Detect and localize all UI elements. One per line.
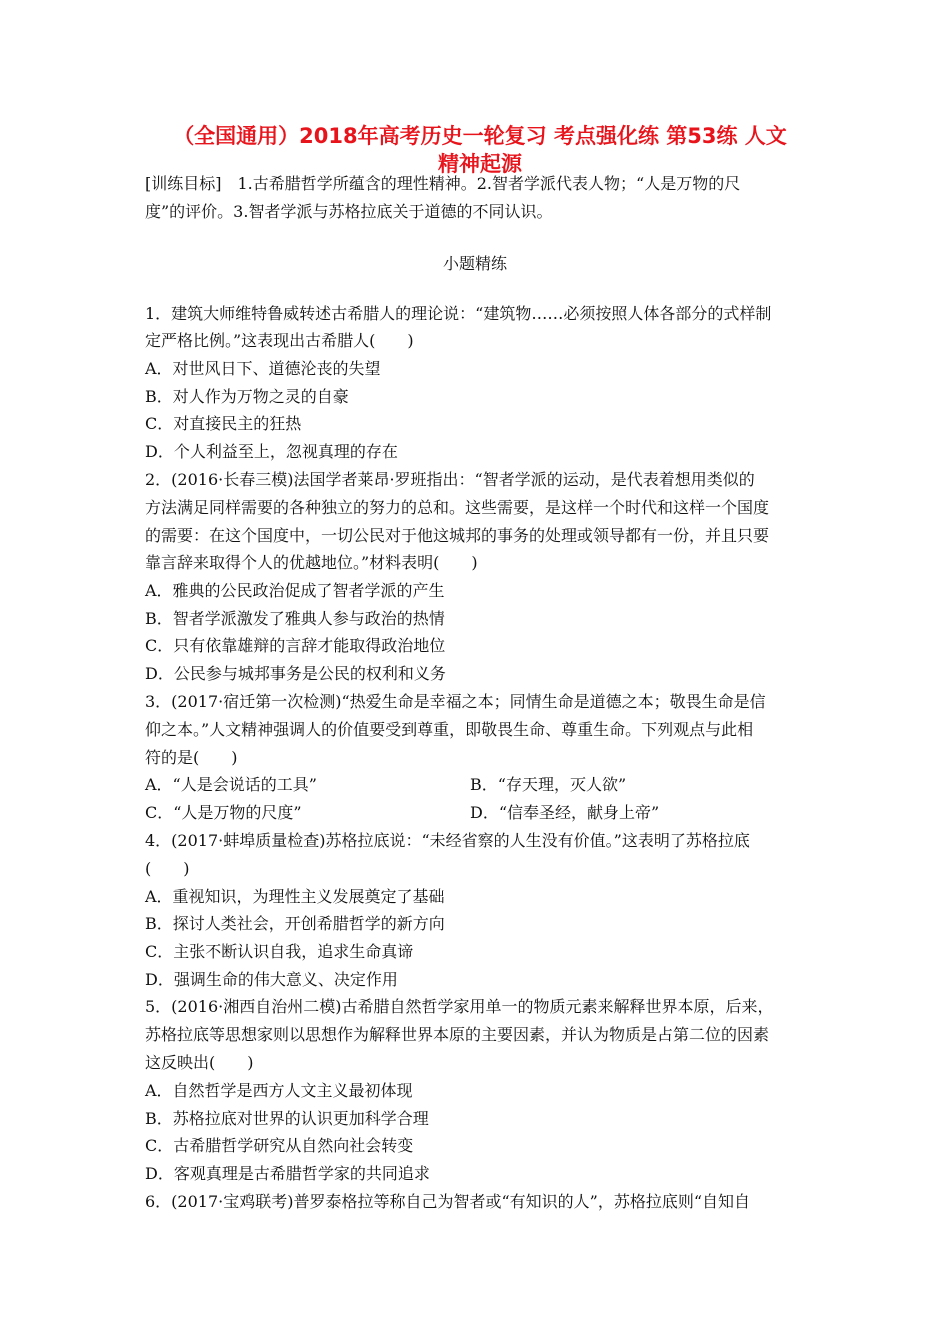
question-5-stem-line-3: 这反映出( ) — [145, 1053, 254, 1072]
question-5-option-c: C．古希腊哲学研究从自然向社会转变 — [145, 1136, 414, 1155]
question-3-option-d: D．“信奉圣经，献身上帝” — [470, 803, 660, 822]
question-4-option-a: A．重视知识，为理性主义发展奠定了基础 — [145, 887, 445, 906]
question-1-option-b: B．对人作为万物之灵的自豪 — [145, 387, 349, 406]
question-5-option-b: B．苏格拉底对世界的认识更加科学合理 — [145, 1109, 429, 1128]
question-2-stem-line-1: 2．(2016·长春三模)法国学者莱昂·罗班指出：“智者学派的运动，是代表着想用类似的 — [145, 470, 755, 489]
question-3-stem-line-3: 符的是( ) — [145, 748, 238, 767]
question-5-stem-line-1: 5．(2016·湘西自治州二模)古希腊自然哲学家用单一的物质元素来解释世界本原，后来， — [145, 997, 774, 1016]
question-2-stem-line-3: 的需要：在这个国度中，一切公民对于他这城邦的事务的处理或领导都有一份，并且只要 — [145, 526, 770, 545]
question-1-option-a: A．对世风日下、道德沦丧的失望 — [145, 359, 381, 378]
question-4-option-c: C．主张不断认识自我，追求生命真谛 — [145, 942, 414, 961]
training-goals-line-1: [训练目标] 1.古希腊哲学所蕴含的理性精神。2.智者学派代表人物；“人是万物的尺 — [145, 174, 741, 193]
title-line-2: 精神起源 — [438, 152, 522, 176]
question-1-option-d: D．个人利益至上，忽视真理的存在 — [145, 442, 398, 461]
question-3-option-a: A．“人是会说话的工具” — [145, 775, 317, 794]
question-3-option-b: B．“存天理，灭人欲” — [470, 775, 627, 794]
question-4-option-b: B．探讨人类社会，开创希腊哲学的新方向 — [145, 914, 445, 933]
question-2-option-c: C．只有依靠雄辩的言辞才能取得政治地位 — [145, 636, 446, 655]
question-1-option-c: C．对直接民主的狂热 — [145, 414, 302, 433]
question-1-stem-line-2: 定严格比例。”这表现出古希腊人( ) — [145, 331, 414, 350]
question-5-stem-line-2: 苏格拉底等思想家则以思想作为解释世界本原的主要因素，并认为物质是占第二位的因素 — [145, 1025, 770, 1044]
question-3-stem-line-1: 3．(2017·宿迁第一次检测)“热爱生命是幸福之本；同情生命是道德之本；敬畏生命是信 — [145, 692, 766, 711]
question-4-option-d: D．强调生命的伟大意义、决定作用 — [145, 970, 398, 989]
question-4-stem-line-1: 4．(2017·蚌埠质量检查)苏格拉底说：“未经省察的人生没有价值。”这表明了苏格拉底 — [145, 831, 750, 850]
title-line-1: （全国通用）2018年高考历史一轮复习 考点强化练 第53练 人文 — [173, 124, 787, 148]
question-6-stem-line-1: 6．(2017·宝鸡联考)普罗泰格拉等称自己为智者或“有知识的人”，苏格拉底则“自知自 — [145, 1192, 751, 1211]
question-3-option-c: C．“人是万物的尺度” — [145, 803, 302, 822]
question-2-option-b: B．智者学派激发了雅典人参与政治的热情 — [145, 609, 445, 628]
document-title — [130, 122, 830, 178]
section-title: 小题精练 — [442, 254, 507, 273]
question-4-stem-line-2: ( ) — [145, 859, 190, 878]
question-1-stem-line-1: 1．建筑大师维特鲁威转述古希腊人的理论说：“建筑物……必须按照人体各部分的式样制 — [145, 304, 772, 323]
question-5-option-a: A．自然哲学是西方人文主义最初体现 — [145, 1081, 413, 1100]
training-goals-line-2: 度”的评价。3.智者学派与苏格拉底关于道德的不同认识。 — [145, 202, 553, 221]
question-2-option-a: A．雅典的公民政治促成了智者学派的产生 — [145, 581, 445, 600]
question-2-stem-line-4: 靠言辞来取得个人的优越地位。”材料表明( ) — [145, 553, 478, 572]
question-2-stem-line-2: 方法满足同样需要的各种独立的努力的总和。这些需要，是这样一个时代和这样一个国度 — [145, 498, 770, 517]
question-2-option-d: D．公民参与城邦事务是公民的权利和义务 — [145, 664, 446, 683]
question-3-stem-line-2: 仰之本。”人文精神强调人的价值要受到尊重，即敬畏生命、尊重生命。下列观点与此相 — [145, 720, 754, 739]
question-5-option-d: D．客观真理是古希腊哲学家的共同追求 — [145, 1164, 430, 1183]
